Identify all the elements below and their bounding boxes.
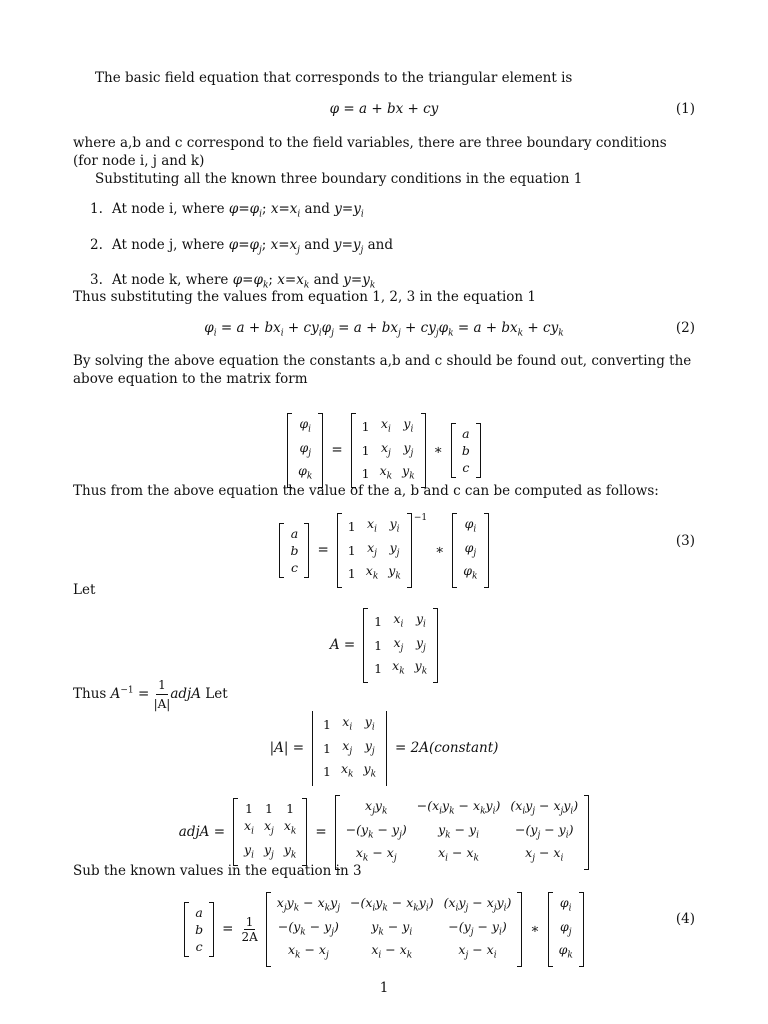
equation-2-label: (2)	[675, 320, 695, 336]
equation-4: a b c = $\frac{1}{2A}$ $x_jy_k - x_ky_j$ $-(x_iy_k - x_ky_i)$ $(x_iy_j - x_jy_i)$ $-(y_k - y_j)$ $y_k - y_i$ $-(y_j - y_i)$ $x_k - x_j$ $x_i - x_k$ $x_j - x_i$ ∗ $\varphi_i$ $\varphi_j$ $\varphi_k$	[73, 892, 695, 967]
list-item: 1. At node i, where $\varphi=\varphi_i$; $x=x_i$ and $y=y_i$	[90, 201, 364, 220]
field-variables-paragraph: where a,b and c correspond to the field variables, there are three boundary conditions (for node i, j and k)	[73, 135, 667, 169]
computed-paragraph: Thus from the above equation the value of the a, b and c can be computed as follows:	[73, 483, 659, 499]
list-item: 3. At node k, where $\varphi=\varphi_k$; $x=x_k$ and $y=y_k$	[90, 272, 376, 292]
inverse-line: Thus $A^{-1}$ = $\frac{1}{|A|}$ adjA Let	[73, 678, 228, 711]
substitution-paragraph: Thus substituting the values from equation 1, 2, 3 in the equation 1	[73, 289, 536, 305]
equation-4-label: (4)	[675, 911, 695, 927]
equation-1-label: (1)	[675, 101, 695, 117]
determinant-rhs: = 2A(constant)	[395, 740, 499, 757]
equation-2: $\varphi_i = a + bx_i + cy_i\varphi_j = a + bx_j + cy_j\varphi_k = a + bx_k + cy_k$ (2)	[204, 320, 695, 339]
adjugate-equation: adjA = 1 1 1 $x_i$ $x_j$ $x_k$ $y_i$ $y_j$ $y_k$ = $x_jy_k$ $-(x_iy_k - x_ky_i)$ $(x_iy_j - x_jy_i)$ $-(y_k - y_j)$ $y_k - y_i$ $-(y_j - y_i)$ $x_k - x_j$ $x_i - x_k$ $x_j - x_i$	[73, 795, 695, 870]
list-item: 2. At node j, where $\varphi=\varphi_j$; $x=x_j$ and $y=y_j$ and	[90, 236, 393, 256]
intro-paragraph: The basic field equation that corresponds to the triangular element is	[95, 70, 573, 86]
equation-1-rhs: = a + bx + cy	[343, 101, 439, 117]
matrix-a-label: A =	[329, 637, 356, 654]
let-paragraph: Let	[73, 582, 96, 598]
solving-paragraph: By solving the above equation the constants a,b and c should be found out, converting the above equation to the matrix form	[73, 353, 692, 387]
substituting-paragraph: Substituting all the known three boundary conditions in the equation 1	[95, 171, 583, 187]
determinant-equation: |A| = 1 $x_i$ $y_i$ 1 $x_j$ $y_j$ 1 $x_k$ $y_k$ = 2A(constant)	[73, 711, 695, 786]
equation-3: a b c = 1 $x_i$ $y_i$ 1 $x_j$ $y_j$ 1 $x_k$ $y_k$ $^{-1}$ ∗ $\varphi_i$ $\varphi_j$ $\varphi_k$	[73, 513, 695, 588]
adjugate-label: adjA =	[178, 824, 226, 841]
equation-3-label: (3)	[675, 533, 695, 549]
boundary-list	[90, 200, 393, 295]
matrix-a-definition: A = 1 $x_i$ $y_i$ 1 $x_j$ $y_j$ 1 $x_k$ $y_k$	[73, 608, 695, 683]
equation-1: φ = a + bx + cy (1)	[329, 101, 695, 117]
matrix-form-equation: $\varphi_i$ $\varphi_j$ $\varphi_k$ = 1 $x_i$ $y_i$ 1 $x_j$ $y_j$ 1 $x_k$ $y_k$ ∗ a b c	[73, 413, 695, 488]
equation-4-fraction: $\frac{1}{2A}$	[241, 914, 258, 944]
sub-known-paragraph: Sub the known values in the equation in 3	[73, 863, 362, 879]
page-number: 1	[379, 980, 389, 996]
